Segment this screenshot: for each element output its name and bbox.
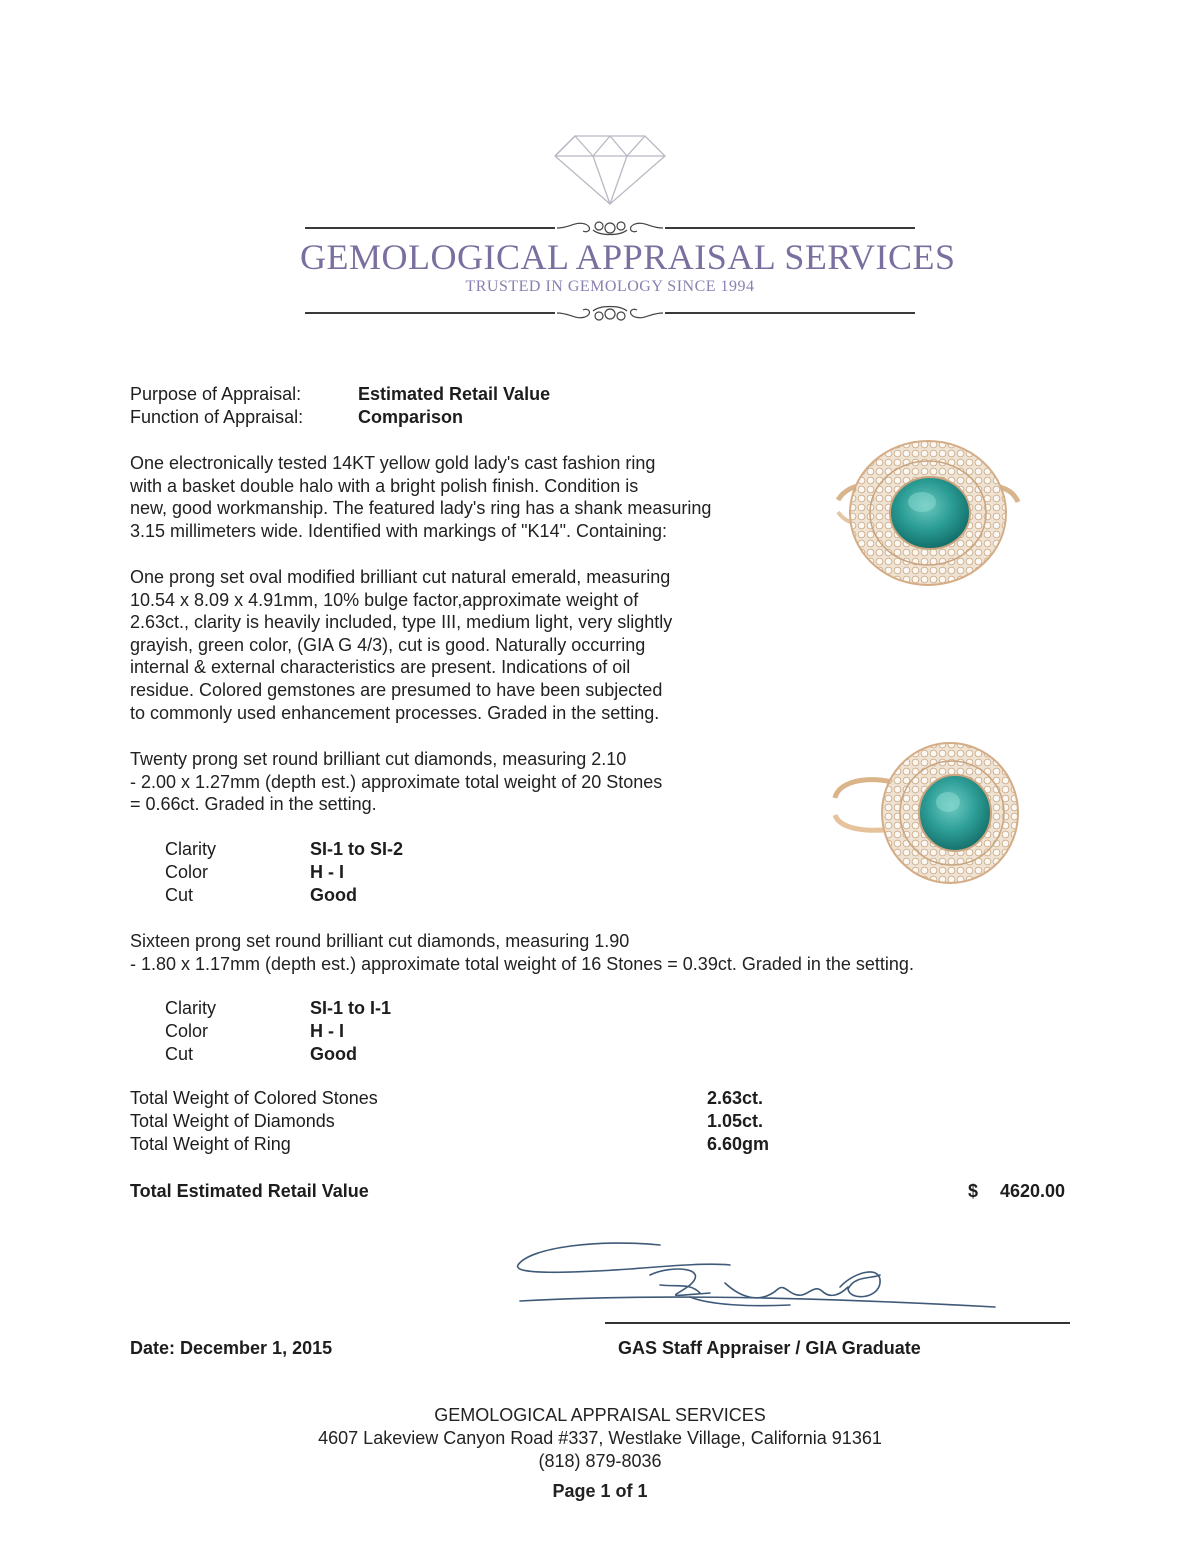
retail-value-amount: 4620.00 [1000, 1181, 1066, 1201]
retail-value-label: Total Estimated Retail Value [130, 1181, 369, 1201]
total-label: Total Weight of Colored Stones [130, 1088, 378, 1108]
grade-value: SI-1 to SI-2 [310, 839, 404, 859]
diamonds-2-grades [165, 997, 465, 1067]
function-value: Comparison [358, 407, 464, 427]
flourish-icon [555, 302, 665, 324]
total-value: 1.05ct. [707, 1111, 764, 1131]
grade-value: H - I [310, 1021, 344, 1041]
grade-label: Color [165, 862, 209, 882]
footer [0, 1404, 1200, 1503]
company-name: GEMOLOGICAL APPRAISAL SERVICES [300, 237, 956, 277]
ring-photo-top [830, 440, 1025, 590]
emerald-description: One prong set oval modified brilliant cut natural emerald, measuring 10.54 x 8.09 x 4.91mm, 10% bulge factor,approximate weight of 2.63ct., clarity is heavily included, type III, medium light, very slightly grayish, green color, (GIA G 4/3), cut is good. Naturally occurring internal & external characteristics are present. Indications of oil residue. Colored gemstones are presumed to have been subjected to commonly used enhancement processes. Graded in the setting. [130, 567, 673, 723]
retail-value-currency: $ [968, 1181, 979, 1201]
footer-address: 4607 Lakeview Canyon Road #337, Westlake Village, California 91361 [318, 1428, 882, 1448]
footer-company: GEMOLOGICAL APPRAISAL SERVICES [434, 1405, 766, 1425]
diamonds-1-description: Twenty prong set round brilliant cut diamonds, measuring 2.10 - 2.00 x 1.27mm (depth est.) approximate total weight of 20 Stones = 0.66ct. Graded in the setting. [130, 749, 663, 815]
grade-label: Cut [165, 1044, 194, 1064]
grade-value: SI-1 to I-1 [310, 998, 392, 1018]
signature-line [605, 1322, 1070, 1324]
appraisal-date: Date: December 1, 2015 [130, 1338, 333, 1358]
total-label: Total Weight of Diamonds [130, 1111, 335, 1131]
totals [130, 1087, 790, 1159]
grade-label: Cut [165, 885, 194, 905]
diamonds-2-description: Sixteen prong set round brilliant cut diamonds, measuring 1.90 - 1.80 x 1.17mm (depth est.) approximate total weight of 16 Stones = 0.39ct. Graded in the setting. [130, 931, 914, 974]
ring-photo-bottom [830, 740, 1025, 890]
page-number: Page 1 of 1 [552, 1481, 648, 1501]
footer-phone: (818) 879-8036 [538, 1451, 662, 1471]
flourish-icon [555, 218, 665, 238]
diamond-logo-icon [553, 134, 667, 206]
diamonds-1-grades [165, 838, 465, 908]
grade-value: Good [310, 885, 357, 905]
appraiser-title: GAS Staff Appraiser / GIA Graduate [618, 1338, 921, 1358]
total-value: 2.63ct. [707, 1088, 764, 1108]
grade-label: Clarity [165, 998, 217, 1018]
ornament-divider-bottom [300, 302, 920, 324]
tagline: TRUSTED IN GEMOLOGY SINCE 1994 [465, 278, 755, 295]
total-value: 6.60gm [707, 1134, 770, 1154]
grade-value: H - I [310, 862, 344, 882]
ornament-divider-top [300, 218, 920, 238]
ring-description: One electronically tested 14KT yellow gold lady's cast fashion ring with a basket double halo with a bright polish finish. Condition is new, good workmanship. The featured lady's ring has a shank measuring 3.15 millimeters wide. Identified with markings of "K14". Containing: [130, 453, 712, 541]
grade-label: Clarity [165, 839, 217, 859]
logo [300, 130, 956, 335]
function-label: Function of Appraisal: [130, 407, 304, 427]
purpose-value: Estimated Retail Value [358, 384, 551, 404]
grade-label: Color [165, 1021, 209, 1041]
signature-icon [510, 1235, 1000, 1320]
total-label: Total Weight of Ring [130, 1134, 291, 1154]
purpose-label: Purpose of Appraisal: [130, 384, 302, 404]
grade-value: Good [310, 1044, 357, 1064]
